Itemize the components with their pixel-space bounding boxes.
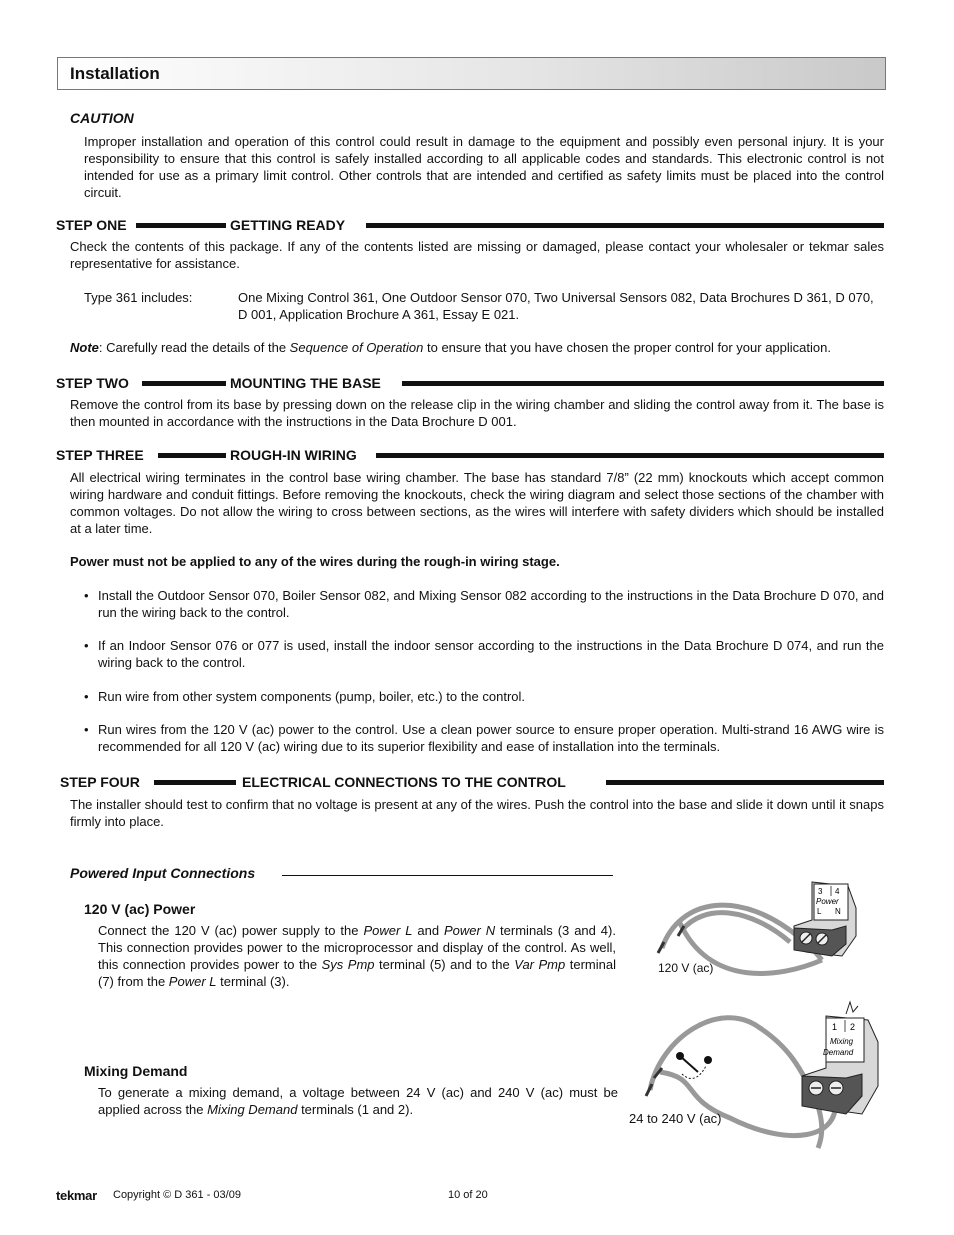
includes-text: One Mixing Control 361, One Outdoor Sensor 070, Two Universal Sensors 082, Data Brochures D 361, D 070, D 001, Application Brochure A 361, Essay E 021. <box>238 290 874 322</box>
copyright: Copyright © D 361 - 03/09 <box>113 1189 241 1201</box>
section-header <box>57 57 886 90</box>
power-subtitle: 120 V (ac) Power <box>84 901 196 917</box>
brand-logo: tekmar <box>56 1188 97 1203</box>
terminal-4: 4 <box>835 887 840 896</box>
power-italic-1: Power L <box>363 923 413 938</box>
power-text-1: Connect the 120 V (ac) power supply to the <box>98 923 364 938</box>
power-italic-4: Var Pmp <box>514 957 566 972</box>
note-italic: Sequence of Operation <box>289 340 424 355</box>
note <box>70 339 890 356</box>
bullet-dot: • <box>84 588 89 603</box>
step-four-bar-right <box>606 780 884 785</box>
power-voltage-label: 120 V (ac) <box>658 961 714 975</box>
step-three-label: STEP THREE <box>56 447 144 463</box>
step-four-bar-left <box>154 780 236 785</box>
includes-label: Type 361 includes: <box>84 290 193 305</box>
mixing-text-1: To generate a mixing demand, a voltage between 24 V (ac) and 240 V (ac) must be applied across the <box>98 1085 618 1117</box>
bullet-dot: • <box>84 638 89 653</box>
terminal-group-mixing: Mixing <box>830 1037 854 1046</box>
mixing-voltage-label: 24 to 240 V (ac) <box>629 1111 722 1126</box>
step-one-heading <box>56 217 884 237</box>
section-title: Installation <box>70 64 160 83</box>
terminal-n: N <box>835 907 841 916</box>
bullet-dot: • <box>84 689 89 704</box>
mixing-subtitle: Mixing Demand <box>84 1063 188 1079</box>
step-two-heading <box>56 375 884 395</box>
step-one-title: GETTING READY <box>230 217 346 233</box>
step-three-bar-right <box>376 453 884 458</box>
power-text-2: and <box>412 923 444 938</box>
power-italic-2: Power N <box>443 923 496 938</box>
step-two-title: MOUNTING THE BASE <box>230 375 381 391</box>
power-text-4: terminal (5) and to the <box>374 957 515 972</box>
bullet-item-4: Run wires from the 120 V (ac) power to the control. Use a clean power source to ensure proper operation. Multi-strand 16 AWG wire is recommended for all 120 V (ac) wiring due to its superior flexibility and ease of installation into the terminals. <box>98 722 884 754</box>
note-label: Note <box>70 340 99 355</box>
terminal-l: L <box>817 907 822 916</box>
caution-title: CAUTION <box>70 110 134 126</box>
bullet-dot: • <box>84 722 89 737</box>
bullet-item-1: Install the Outdoor Sensor 070, Boiler Sensor 082, and Mixing Sensor 082 according to the instructions in the Data Brochure D 070, and run the wiring back to the control. <box>98 588 884 620</box>
step-three-bar-left <box>158 453 226 458</box>
step-four-title: ELECTRICAL CONNECTIONS TO THE CONTROL <box>242 774 566 790</box>
power-italic-3: Sys Pmp <box>321 957 375 972</box>
power-italic-5: Power L <box>168 974 217 989</box>
step-four-heading <box>60 774 884 794</box>
mixing-italic-1: Mixing Demand <box>207 1102 298 1117</box>
power-text-5: terminal (7) from the <box>98 957 616 989</box>
step-three-heading <box>56 447 884 467</box>
bullet-item-2: If an Indoor Sensor 076 or 077 is used, install the indoor sensor according to the instructions in the Data Brochure D 074, and run the wiring back to the control. <box>98 638 884 670</box>
bullet-item-3: Run wire from other system components (pump, boiler, etc.) to the control. <box>98 689 526 704</box>
mixing-text-2: terminals (1 and 2). <box>297 1102 414 1117</box>
rough-in-warning: Power must not be applied to any of the wires during the rough-in wiring stage. <box>70 554 560 569</box>
mixing-demand-diagram <box>640 998 890 1168</box>
powered-title: Powered Input Connections <box>70 865 259 882</box>
step-one-label: STEP ONE <box>56 217 127 233</box>
mixing-wire-1 <box>650 1018 822 1148</box>
power-text-6: terminal (3). <box>216 974 290 989</box>
terminal-3: 3 <box>818 887 823 896</box>
power-text <box>98 922 616 990</box>
note-pre: : Carefully read the details of the <box>98 340 290 355</box>
note-post: to ensure that you have chosen the proper control for your application. <box>423 340 831 355</box>
step-one-bar-left <box>136 223 226 228</box>
mixing-text <box>98 1084 618 1118</box>
switch-contact-icon <box>704 1056 712 1064</box>
step-three-title: ROUGH-IN WIRING <box>230 447 357 463</box>
powered-rule <box>282 875 613 876</box>
step-four-label: STEP FOUR <box>60 774 140 790</box>
step-two-label: STEP TWO <box>56 375 129 391</box>
terminal-group-demand: Demand <box>823 1048 854 1057</box>
clip-icon <box>846 1002 858 1014</box>
caution-text: Improper installation and operation of this control could result in damage to the equipment and possibly even personal injury. It is your responsibility to ensure that this control is safely installed according to all applicable codes and standards. This electronic control is not intended for use as a primary limit control. Other controls that are intended and certified as safety limits must be placed into the control circuit. <box>84 134 884 200</box>
page-number: 10 of 20 <box>448 1189 488 1201</box>
step-three-text: All electrical wiring terminates in the control base wiring chamber. The base has standard 7/8” (22 mm) knockouts which accept common wiring hardware and conduit fittings. Before removing the knockouts, check the wiring diagram and select those sections of the chamber with common voltages. Do not allow the wiring to cross between sections, as the wires will interfere with safety dividers which should be installed at a later time. <box>70 470 884 536</box>
step-one-text: Check the contents of this package. If any of the contents listed are missing or damaged, please contact your wholesaler or tekmar sales representative for assistance. <box>70 239 884 271</box>
step-two-bar-right <box>402 381 884 386</box>
step-two-text: Remove the control from its base by pressing down on the release clip in the wiring chamber and sliding the control away from it. The base is then mounted in accordance with the instructions in the Data Brochure D 001. <box>70 397 884 429</box>
power-text-3: terminals (3 and 4). This connection provides power to the microprocessor and display of the control. As well, this connection provides power to the <box>98 923 616 972</box>
step-one-bar-right <box>366 223 884 228</box>
terminal-1: 1 <box>832 1022 838 1032</box>
switch-arm <box>680 1056 698 1072</box>
terminal-group-power: Power <box>816 897 839 906</box>
terminal-2: 2 <box>850 1022 856 1032</box>
step-two-bar-left <box>142 381 226 386</box>
step-four-text: The installer should test to confirm that no voltage is present at any of the wires. Push the control into the base and slide it down until it snaps firmly into place. <box>70 797 884 829</box>
